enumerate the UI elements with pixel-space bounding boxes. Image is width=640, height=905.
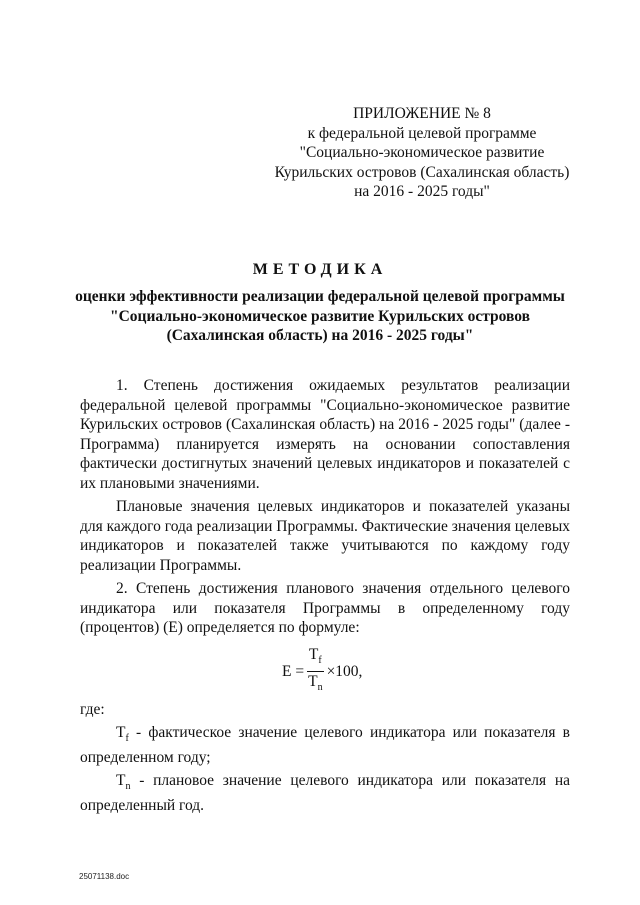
appendix-line: на 2016 - 2025 годы" (354, 183, 490, 200)
legend-symbol: T (116, 771, 126, 789)
formula-rhs: ×100, (326, 662, 363, 680)
legend-text: - плановое значение целевого индикатора или показателя на определенный год. (80, 771, 570, 815)
formula-legend (80, 700, 570, 816)
subtitle-line: (Сахалинская область) на 2016 - 2025 годы" (166, 327, 474, 344)
numerator-subscript: f (318, 655, 322, 667)
legend-subscript: f (125, 732, 129, 744)
subtitle-line: "Социально-экономическое развитие Курильских островов (109, 307, 531, 325)
legend-item-tn (80, 771, 570, 816)
appendix-title: ПРИЛОЖЕНИЕ № 8 (353, 105, 491, 122)
formula-lhs: E = (282, 662, 305, 680)
paragraph-1: 1. Степень достижения ожидаемых результатов реализации федеральной целевой программы "Социально-экономическое развитие Курильских островов (Сахалинская область) на 2016 - 2025 годы" (далее - Программа) планируется измерять на основании сопоставления фактически достигнутых значений целевых индикаторов и показателей с их плановыми значениями. (80, 377, 570, 492)
document-title: МЕТОДИКА (252, 261, 388, 278)
formula (282, 646, 362, 697)
paragraph-2: Плановые значения целевых индикаторов и показателей указаны для каждого года реализации Программы. Фактические значения целевых индикаторов и показателей также учитываются по каждому году реализации Программы. (80, 498, 571, 574)
appendix-line: к федеральной целевой программе (307, 124, 537, 142)
legend-subscript: n (125, 780, 131, 792)
paragraph-3: 2. Степень достижения планового значения отдельного целевого индикатора или показателя Программы в определенному году (процентов) (Е) определяется по формуле: (80, 580, 570, 636)
numerator-symbol: T (308, 646, 319, 663)
denominator-subscript: n (317, 682, 323, 694)
formula-numerator (307, 646, 324, 672)
legend-item-tf (80, 723, 570, 768)
legend-text: - фактическое значение целевого индикатора или показателя в определенном году; (80, 723, 570, 767)
legend-symbol: T (116, 723, 126, 741)
appendix-line: "Социально-экономическое развитие (299, 144, 545, 161)
appendix-header (272, 104, 572, 202)
denominator-symbol: T (308, 673, 318, 691)
appendix-line: Курильских островов (Сахалинская область) (274, 163, 570, 181)
where-label: где: (80, 701, 105, 718)
formula-fraction (306, 646, 324, 697)
subtitle-line: оценки эффективности реализации федеральной целевой программы (75, 288, 565, 305)
document-body (80, 376, 570, 642)
document-subtitle (40, 287, 600, 346)
formula-denominator (306, 672, 324, 697)
file-name-footer: 25071138.doc (79, 872, 130, 881)
